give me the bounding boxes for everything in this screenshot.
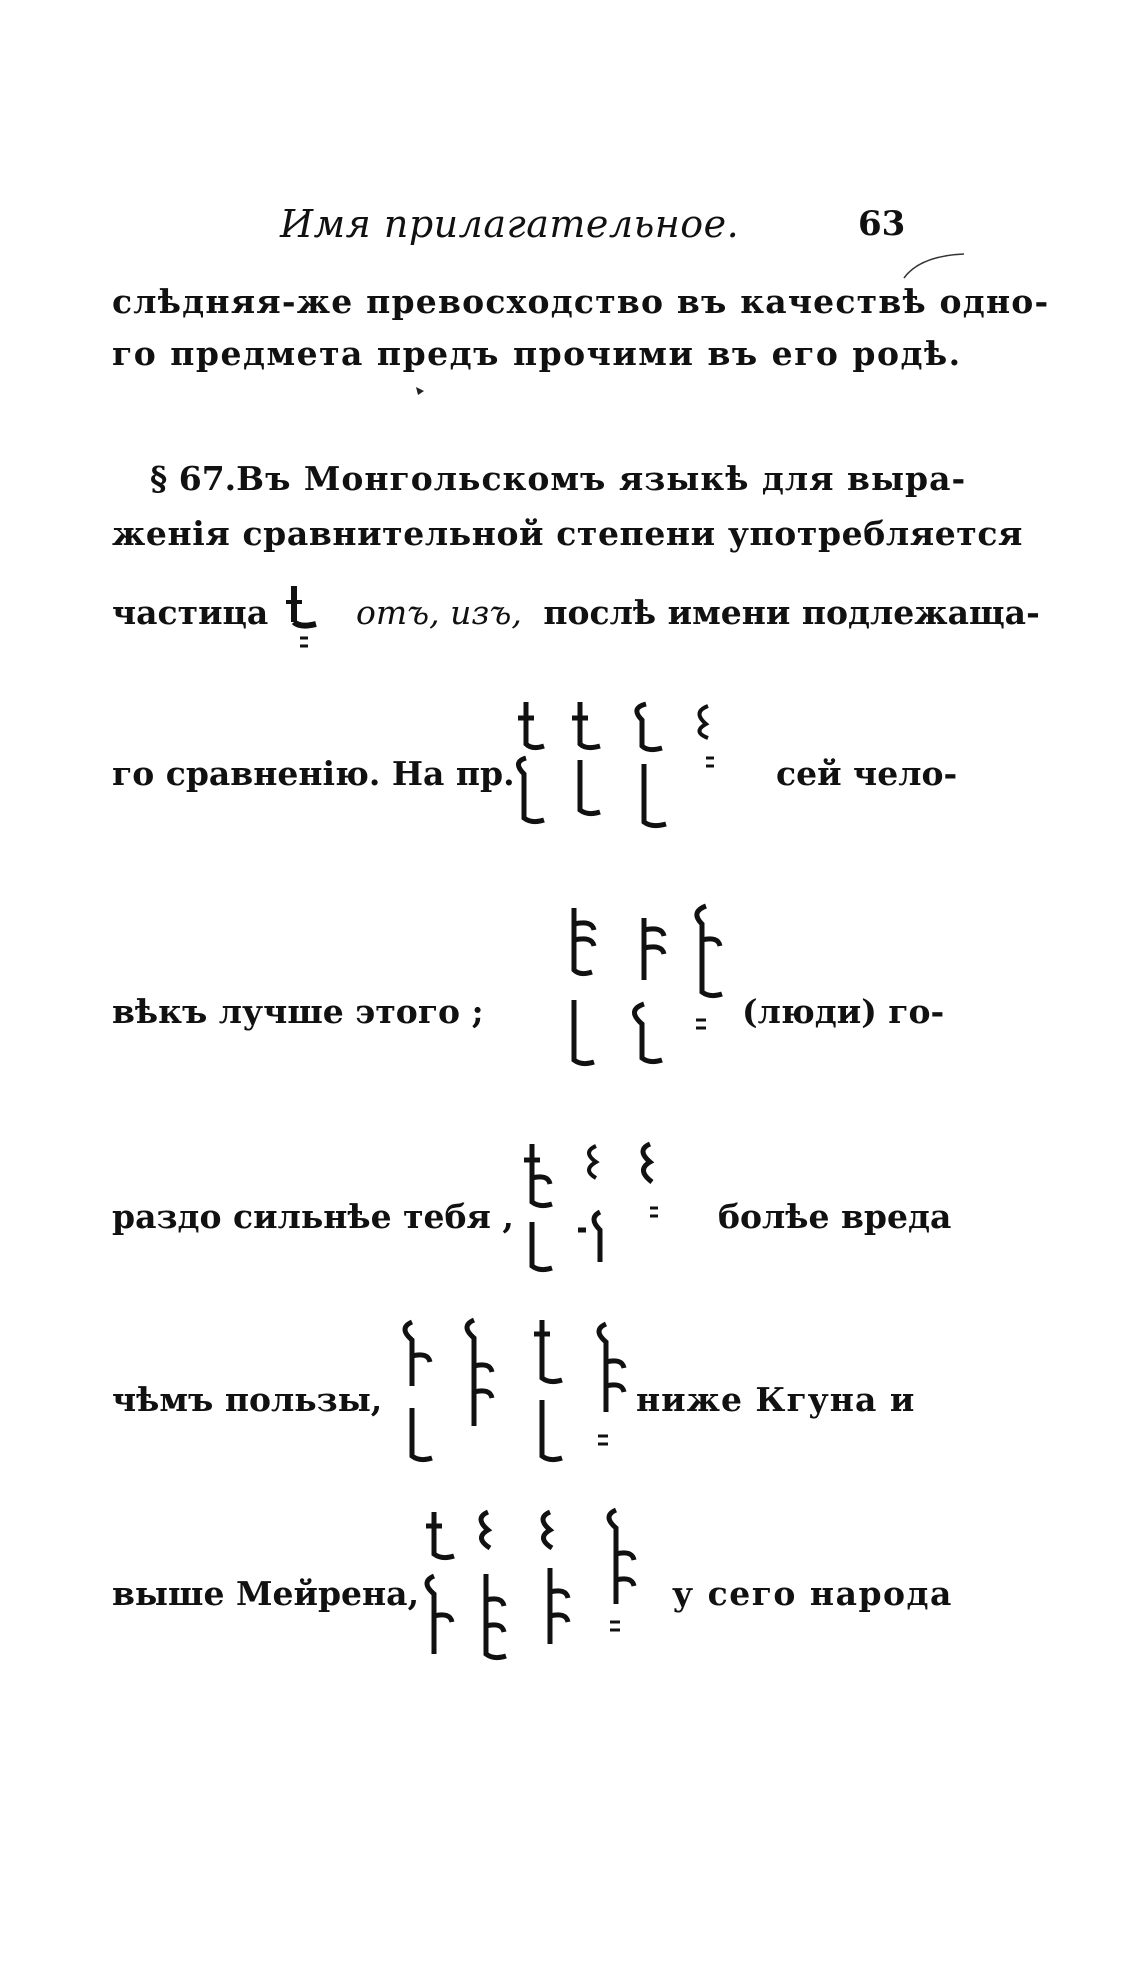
line-7-end: (люди) го- [742, 992, 945, 1031]
mongolian-script-block-5 [390, 1504, 650, 1670]
text-line-1 [112, 282, 1050, 321]
line-10-end: у сего народа [672, 1574, 953, 1613]
line-10-start: выше Мейрена, [112, 1574, 420, 1613]
line-4-text: женія сравнительной степени употребляется [112, 514, 1024, 553]
text-line-8-rest [718, 1197, 952, 1236]
pen-stroke-mark [902, 250, 966, 280]
mongolian-script-block-3 [500, 1138, 680, 1278]
line-9-end: ниже Кгуна и [636, 1380, 916, 1419]
text-line-10-rest [672, 1574, 953, 1613]
line-6-start: го сравненію. На пр. [112, 754, 515, 793]
text-line-4 [112, 514, 1024, 553]
section-number: § 67. [150, 459, 237, 498]
line-9-start: чѣмъ пользы, [112, 1380, 383, 1419]
line-5-start: частица [112, 593, 269, 632]
mongolian-particle-glyph [282, 582, 326, 654]
line-5-end: послѣ имени подлежаща- [543, 593, 1040, 632]
mongolian-script-block-1 [496, 698, 726, 834]
line-5-italic: отъ, изъ, [356, 593, 522, 632]
running-title: Имя прилагательное. [280, 202, 740, 246]
text-line-2 [112, 334, 962, 373]
line-3-text: Въ Монгольскомъ языкѣ для выра- [236, 459, 967, 498]
line-6-end: сей чело- [776, 754, 958, 793]
line-8-end: болѣе вреда [718, 1197, 952, 1236]
text-line-9-rest [636, 1380, 950, 1419]
text-line-7-rest [742, 992, 950, 1031]
mongolian-script-block-2 [534, 900, 734, 1080]
text-line-5-rest [356, 593, 1040, 632]
mongolian-script-block-4 [384, 1316, 634, 1472]
line-2-text: го предмета предъ прочими въ его родѣ. [112, 334, 962, 373]
page-number: 63 [858, 204, 906, 244]
text-line-6-rest [776, 754, 958, 793]
line-1-text: слѣдняя-же превосходство въ качествѣ одно- [112, 282, 1050, 321]
page-header [0, 196, 1140, 250]
text-line-3 [150, 459, 967, 498]
ink-speck [414, 385, 426, 397]
line-8-start: раздо сильнѣе тебя , [112, 1197, 514, 1236]
line-7-start: вѣкъ лучше этого ; [112, 992, 484, 1031]
